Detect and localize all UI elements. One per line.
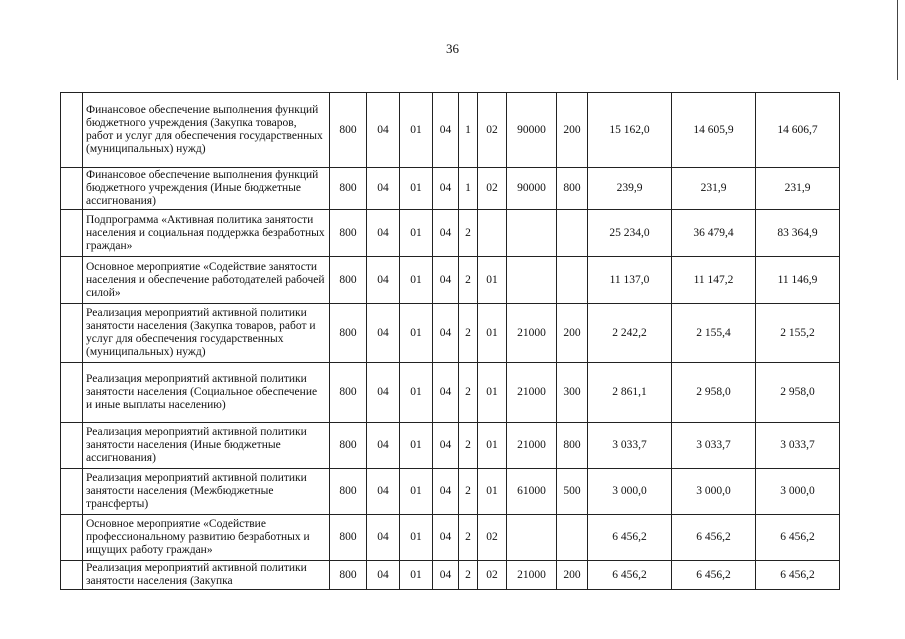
program-code: 04 <box>433 257 459 304</box>
expense-name: Реализация мероприятий активной политики занятости населения (Закупка товаров, работ и услуг для обеспечения государственных (муниципальных) нужд) <box>83 304 330 363</box>
sum-year-1: 6 456,2 <box>588 515 672 561</box>
sum-year-3: 14 606,7 <box>756 93 840 168</box>
row-number-cell <box>61 257 83 304</box>
direction-code: 21000 <box>507 363 557 423</box>
subsection-code: 01 <box>400 469 433 515</box>
table-row <box>61 210 840 257</box>
sum-year-1: 15 162,0 <box>588 93 672 168</box>
sum-year-2: 3 033,7 <box>672 423 756 469</box>
subprogram-code: 2 <box>459 304 478 363</box>
expense-name: Финансовое обеспечение выполнения функций бюджетного учреждения (Закупка товаров, работ и услуг для обеспечения государственных (муниципальных) нужд) <box>83 93 330 168</box>
expense-type-code: 300 <box>557 363 588 423</box>
section-code: 04 <box>367 257 400 304</box>
subsection-code: 01 <box>400 257 433 304</box>
expense-type-code: 200 <box>557 93 588 168</box>
subsection-code: 01 <box>400 304 433 363</box>
sum-year-2: 2 958,0 <box>672 363 756 423</box>
sum-year-3: 6 456,2 <box>756 561 840 590</box>
direction-code: 21000 <box>507 423 557 469</box>
sum-year-3: 3 000,0 <box>756 469 840 515</box>
direction-code <box>507 515 557 561</box>
row-number-cell <box>61 93 83 168</box>
sum-year-1: 11 137,0 <box>588 257 672 304</box>
subprogram-code: 2 <box>459 469 478 515</box>
budget-table <box>60 92 840 590</box>
subprogram-code: 2 <box>459 257 478 304</box>
row-number-cell <box>61 561 83 590</box>
sum-year-3: 231,9 <box>756 168 840 210</box>
program-code: 04 <box>433 93 459 168</box>
expense-name: Реализация мероприятий активной политики занятости населения (Социальное обеспечение и иные выплаты населению) <box>83 363 330 423</box>
subsection-code: 01 <box>400 168 433 210</box>
sum-year-1: 3 000,0 <box>588 469 672 515</box>
admin-code: 800 <box>330 257 367 304</box>
expense-type-code: 500 <box>557 469 588 515</box>
expense-name: Реализация мероприятий активной политики занятости населения (Межбюджетные трансферты) <box>83 469 330 515</box>
subsection-code: 01 <box>400 210 433 257</box>
sum-year-3: 2 958,0 <box>756 363 840 423</box>
event-code: 01 <box>478 257 507 304</box>
subsection-code: 01 <box>400 93 433 168</box>
table-row <box>61 363 840 423</box>
direction-code <box>507 210 557 257</box>
sum-year-2: 11 147,2 <box>672 257 756 304</box>
program-code: 04 <box>433 304 459 363</box>
sum-year-3: 11 146,9 <box>756 257 840 304</box>
sum-year-3: 6 456,2 <box>756 515 840 561</box>
sum-year-1: 2 861,1 <box>588 363 672 423</box>
row-number-cell <box>61 363 83 423</box>
row-number-cell <box>61 168 83 210</box>
section-code: 04 <box>367 561 400 590</box>
program-code: 04 <box>433 469 459 515</box>
sum-year-3: 2 155,2 <box>756 304 840 363</box>
admin-code: 800 <box>330 363 367 423</box>
expense-name: Основное мероприятие «Содействие профессиональному развитию безработных и ищущих работу граждан» <box>83 515 330 561</box>
program-code: 04 <box>433 515 459 561</box>
program-code: 04 <box>433 561 459 590</box>
event-code: 02 <box>478 93 507 168</box>
subsection-code: 01 <box>400 423 433 469</box>
direction-code: 21000 <box>507 561 557 590</box>
expense-name: Реализация мероприятий активной политики занятости населения (Закупка <box>83 561 330 590</box>
event-code: 01 <box>478 423 507 469</box>
sum-year-1: 25 234,0 <box>588 210 672 257</box>
expense-type-code <box>557 210 588 257</box>
admin-code: 800 <box>330 423 367 469</box>
admin-code: 800 <box>330 93 367 168</box>
sum-year-2: 36 479,4 <box>672 210 756 257</box>
table-row <box>61 304 840 363</box>
section-code: 04 <box>367 515 400 561</box>
direction-code: 21000 <box>507 304 557 363</box>
sum-year-1: 239,9 <box>588 168 672 210</box>
admin-code: 800 <box>330 210 367 257</box>
subsection-code: 01 <box>400 363 433 423</box>
program-code: 04 <box>433 210 459 257</box>
event-code: 02 <box>478 515 507 561</box>
budget-table-body <box>61 93 840 590</box>
row-number-cell <box>61 469 83 515</box>
table-row <box>61 423 840 469</box>
expense-name: Финансовое обеспечение выполнения функций бюджетного учреждения (Иные бюджетные ассигнования) <box>83 168 330 210</box>
subprogram-code: 2 <box>459 210 478 257</box>
expense-type-code <box>557 515 588 561</box>
sum-year-2: 3 000,0 <box>672 469 756 515</box>
sum-year-3: 83 364,9 <box>756 210 840 257</box>
admin-code: 800 <box>330 469 367 515</box>
sum-year-2: 6 456,2 <box>672 561 756 590</box>
event-code: 01 <box>478 469 507 515</box>
event-code: 01 <box>478 304 507 363</box>
expense-type-code <box>557 257 588 304</box>
page-number: 36 <box>446 41 459 56</box>
subprogram-code: 2 <box>459 423 478 469</box>
expense-type-code: 800 <box>557 423 588 469</box>
program-code: 04 <box>433 423 459 469</box>
admin-code: 800 <box>330 515 367 561</box>
event-code: 01 <box>478 363 507 423</box>
subprogram-code: 2 <box>459 515 478 561</box>
sum-year-1: 2 242,2 <box>588 304 672 363</box>
program-code: 04 <box>433 168 459 210</box>
row-number-cell <box>61 423 83 469</box>
admin-code: 800 <box>330 304 367 363</box>
table-row <box>61 257 840 304</box>
section-code: 04 <box>367 304 400 363</box>
scan-edge-line <box>897 0 898 80</box>
sum-year-1: 6 456,2 <box>588 561 672 590</box>
direction-code: 61000 <box>507 469 557 515</box>
admin-code: 800 <box>330 561 367 590</box>
expense-name: Основное мероприятие «Содействие занятости населения и обеспечение работодателей рабочей силой» <box>83 257 330 304</box>
table-row <box>61 515 840 561</box>
direction-code: 90000 <box>507 93 557 168</box>
expense-name: Подпрограмма «Активная политика занятости населения и социальная поддержка безработных граждан» <box>83 210 330 257</box>
section-code: 04 <box>367 210 400 257</box>
row-number-cell <box>61 515 83 561</box>
sum-year-2: 14 605,9 <box>672 93 756 168</box>
section-code: 04 <box>367 363 400 423</box>
sum-year-2: 231,9 <box>672 168 756 210</box>
expense-type-code: 200 <box>557 304 588 363</box>
expense-type-code: 800 <box>557 168 588 210</box>
direction-code: 90000 <box>507 168 557 210</box>
sum-year-1: 3 033,7 <box>588 423 672 469</box>
subsection-code: 01 <box>400 561 433 590</box>
subprogram-code: 1 <box>459 93 478 168</box>
sum-year-2: 6 456,2 <box>672 515 756 561</box>
expense-type-code: 200 <box>557 561 588 590</box>
table-row <box>61 469 840 515</box>
subsection-code: 01 <box>400 515 433 561</box>
sum-year-3: 3 033,7 <box>756 423 840 469</box>
table-row <box>61 561 840 590</box>
table-row <box>61 93 840 168</box>
section-code: 04 <box>367 423 400 469</box>
direction-code <box>507 257 557 304</box>
subprogram-code: 2 <box>459 561 478 590</box>
section-code: 04 <box>367 93 400 168</box>
subprogram-code: 1 <box>459 168 478 210</box>
event-code: 02 <box>478 561 507 590</box>
sum-year-2: 2 155,4 <box>672 304 756 363</box>
section-code: 04 <box>367 469 400 515</box>
admin-code: 800 <box>330 168 367 210</box>
row-number-cell <box>61 304 83 363</box>
section-code: 04 <box>367 168 400 210</box>
program-code: 04 <box>433 363 459 423</box>
event-code <box>478 210 507 257</box>
event-code: 02 <box>478 168 507 210</box>
table-row <box>61 168 840 210</box>
row-number-cell <box>61 210 83 257</box>
subprogram-code: 2 <box>459 363 478 423</box>
expense-name: Реализация мероприятий активной политики занятости населения (Иные бюджетные ассигнования) <box>83 423 330 469</box>
